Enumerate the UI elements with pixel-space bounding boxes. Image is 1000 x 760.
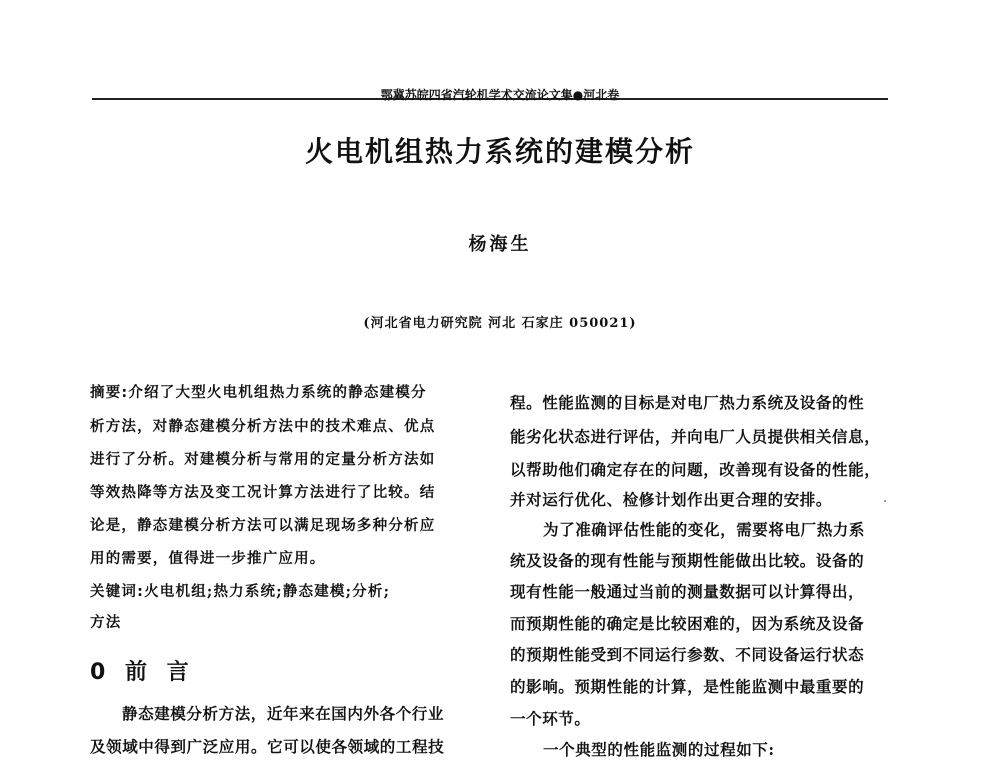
section-heading: 0 前 言 [90,660,195,685]
body-line: 以帮助他们确定存在的问题，改善现有设备的性能， [510,460,881,479]
body-line: 能劣化状态进行评估，并向电厂人员提供相关信息， [510,427,881,446]
body-line: 统及设备的现有性能与预期性能做出比较。设备的 [510,551,865,570]
abstract-line: 论是，静态建模分析方法可以满足现场多种分析应 [90,517,436,534]
abstract-label: 摘要: [90,385,129,401]
body-line: 而预期性能的确定是比较困难的，因为系统及设备 [510,614,865,633]
keywords-label: 关键词: [90,584,145,600]
keywords-line: 方法 [90,614,122,631]
body-line: 静态建模分析方法，近年来在国内外各个行业 [122,704,445,723]
body-line: 并对运行优化、检修计划作出更合理的安排。 [510,490,833,509]
body-line: 为了准确评估性能的变化，需要将电厂热力系 [543,520,866,539]
abstract-line: 析方法，对静态建模分析方法中的技术难点、优点 [90,418,436,435]
author-name: 杨海生 [468,234,532,255]
abstract-line: 等效热降等方法及变工况计算方法进行了比较。结 [90,484,436,501]
abstract-line: 进行了分析。对建模分析与常用的定量分析方法如 [90,451,436,468]
paper-title: 火电机组热力系统的建模分析 [304,135,695,168]
body-line: 一个环节。 [510,709,591,728]
body-line: 现有性能一般通过当前的测量数据可以计算得出， [510,582,865,601]
body-line: 及领域中得到广泛应用。它可以使各领域的工程技 [90,737,445,756]
running-header: 鄂冀苏皖四省汽轮机学术交流论文集●河北卷 [380,88,620,102]
scan-speck [884,500,886,502]
abstract-line: 用的需要，值得进一步推广应用。 [90,550,326,567]
abstract-line: 摘要:介绍了大型火电机组热力系统的静态建模分 [90,384,427,401]
body-line: 的预期性能受到不同运行参数、不同设备运行状态 [510,645,865,664]
author-affiliation: (河北省电力研究院 河北 石家庄 050021) [363,316,637,331]
body-line: 的影响。预期性能的计算，是性能监测中最重要的 [510,677,865,696]
body-line: 一个典型的性能监测的过程如下: [543,740,775,759]
body-line: 程。性能监测的目标是对电厂热力系统及设备的性 [510,393,865,412]
keywords-line: 关键词:火电机组;热力系统;静态建模;分析; [90,583,391,600]
